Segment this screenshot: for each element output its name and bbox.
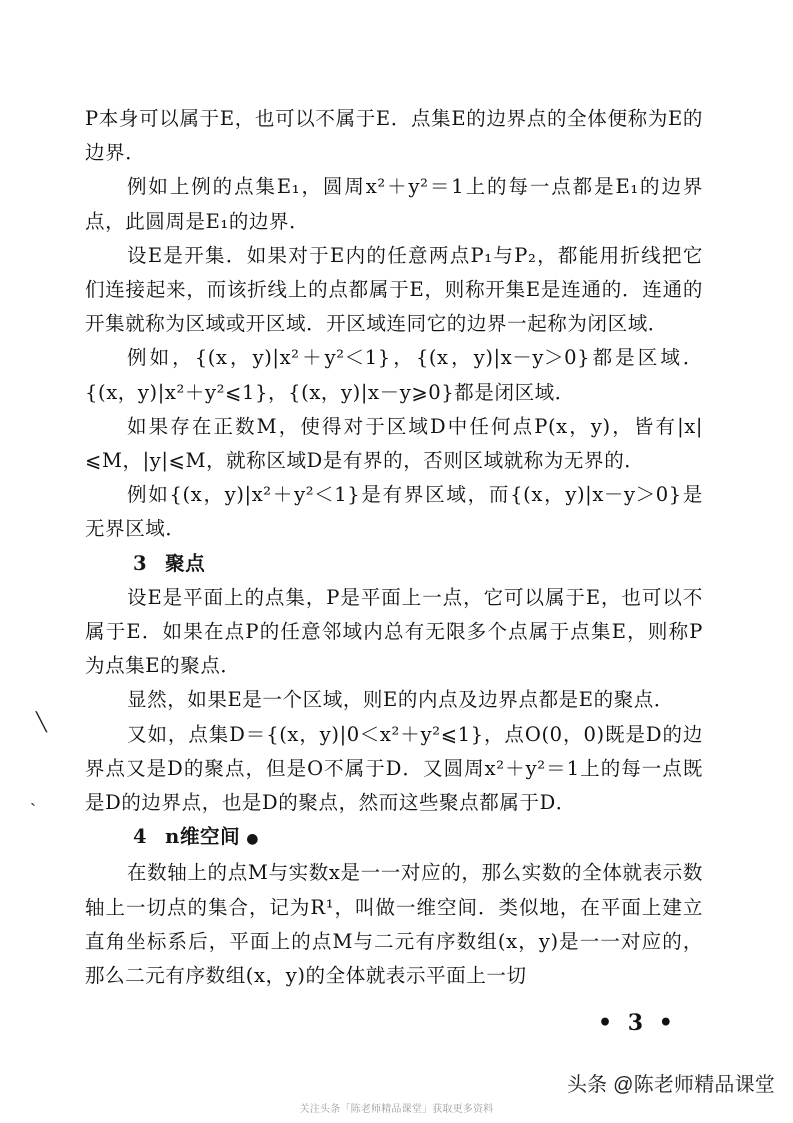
section-title-4: n维空间 bbox=[165, 825, 241, 849]
section-title-3: 聚点 bbox=[165, 551, 206, 575]
page-content bbox=[85, 102, 703, 993]
footer-note: 关注头条「陈老师精品课堂」获取更多资料 bbox=[299, 1104, 494, 1115]
paragraph-region-examples: 例如，{(x，y)|x²＋y²＜1}，{(x，y)|x－y＞0}都是区域．{(x，y)|x²＋y²⩽1}，{(x，y)|x－y⩾0}都是闭区域． bbox=[85, 346, 703, 404]
paragraph-accumulation-example: 又如，点集D＝{(x，y)|0＜x²＋y²⩽1}，点O(0，0)既是D的边界点又是D的聚点，但是O不属于D．又圆周x²＋y²＝1上的每一点既是D的边界点，也是D的聚点，然而这些聚点都属于D． bbox=[85, 722, 703, 815]
paragraph-boundary-example: 例如上例的点集E₁，圆周x²＋y²＝1上的每一点都是E₁的边界点，此圆周是E₁的边界． bbox=[85, 175, 703, 233]
paragraph-n-dimensional-space: 在数轴上的点M与实数x是一一对应的，那么实数的全体就表示数轴上一切点的集合，记为R¹，叫做一维空间．类似地，在平面上建立直角坐标系后，平面上的点M与二元有序数组(x，y)是一一对应的，那么二元有序数组(x，y)的全体就表示平面上一切 bbox=[85, 861, 703, 988]
margin-ink-mark: ˏ bbox=[30, 786, 36, 807]
paragraph-boundary-definition: P本身可以属于E，也可以不属于E．点集E的边界点的全体便称为E的边界． bbox=[85, 107, 703, 165]
section-number-3: 3 bbox=[133, 551, 148, 575]
paragraph-accumulation-remark: 显然，如果E是一个区域，则E的内点及边界点都是E的聚点． bbox=[127, 688, 675, 712]
paragraph-connected-region: 设E是开集．如果对于E内的任意两点P₁与P₂，都能用折线把它们连接起来，而该折线上的点都属于E，则称开集E是连通的．连通的开集就称为区域或开区域．开区域连同它的边界一起称为闭区域． bbox=[85, 243, 703, 336]
paragraph-bounded-definition: 如果存在正数M，使得对于区域D中任何点P(x，y)，皆有|x|⩽M，|y|⩽M，就称区域D是有界的，否则区域就称为无界的． bbox=[85, 414, 703, 473]
watermark-text: 头条 @陈老师精品课堂 bbox=[566, 1074, 775, 1096]
paragraph-accumulation-definition: 设E是平面上的点集，P是平面上一点，它可以属于E，也可以不属于E．如果在点P的任意邻域内总有无限多个点属于点集E，则称P为点集E的聚点． bbox=[85, 585, 703, 678]
ink-dot: ● bbox=[246, 831, 260, 848]
section-heading-3 bbox=[85, 547, 703, 581]
section-number-4: 4 bbox=[133, 825, 148, 849]
paragraph-bounded-example: 例如{(x，y)|x²＋y²＜1}是有界区域，而{(x，y)|x－y＞0}是无界区域． bbox=[85, 483, 703, 541]
section-heading-4 bbox=[85, 820, 703, 856]
margin-ink-mark: ╲ bbox=[36, 712, 47, 733]
page-number: • 3 • bbox=[598, 1010, 677, 1036]
